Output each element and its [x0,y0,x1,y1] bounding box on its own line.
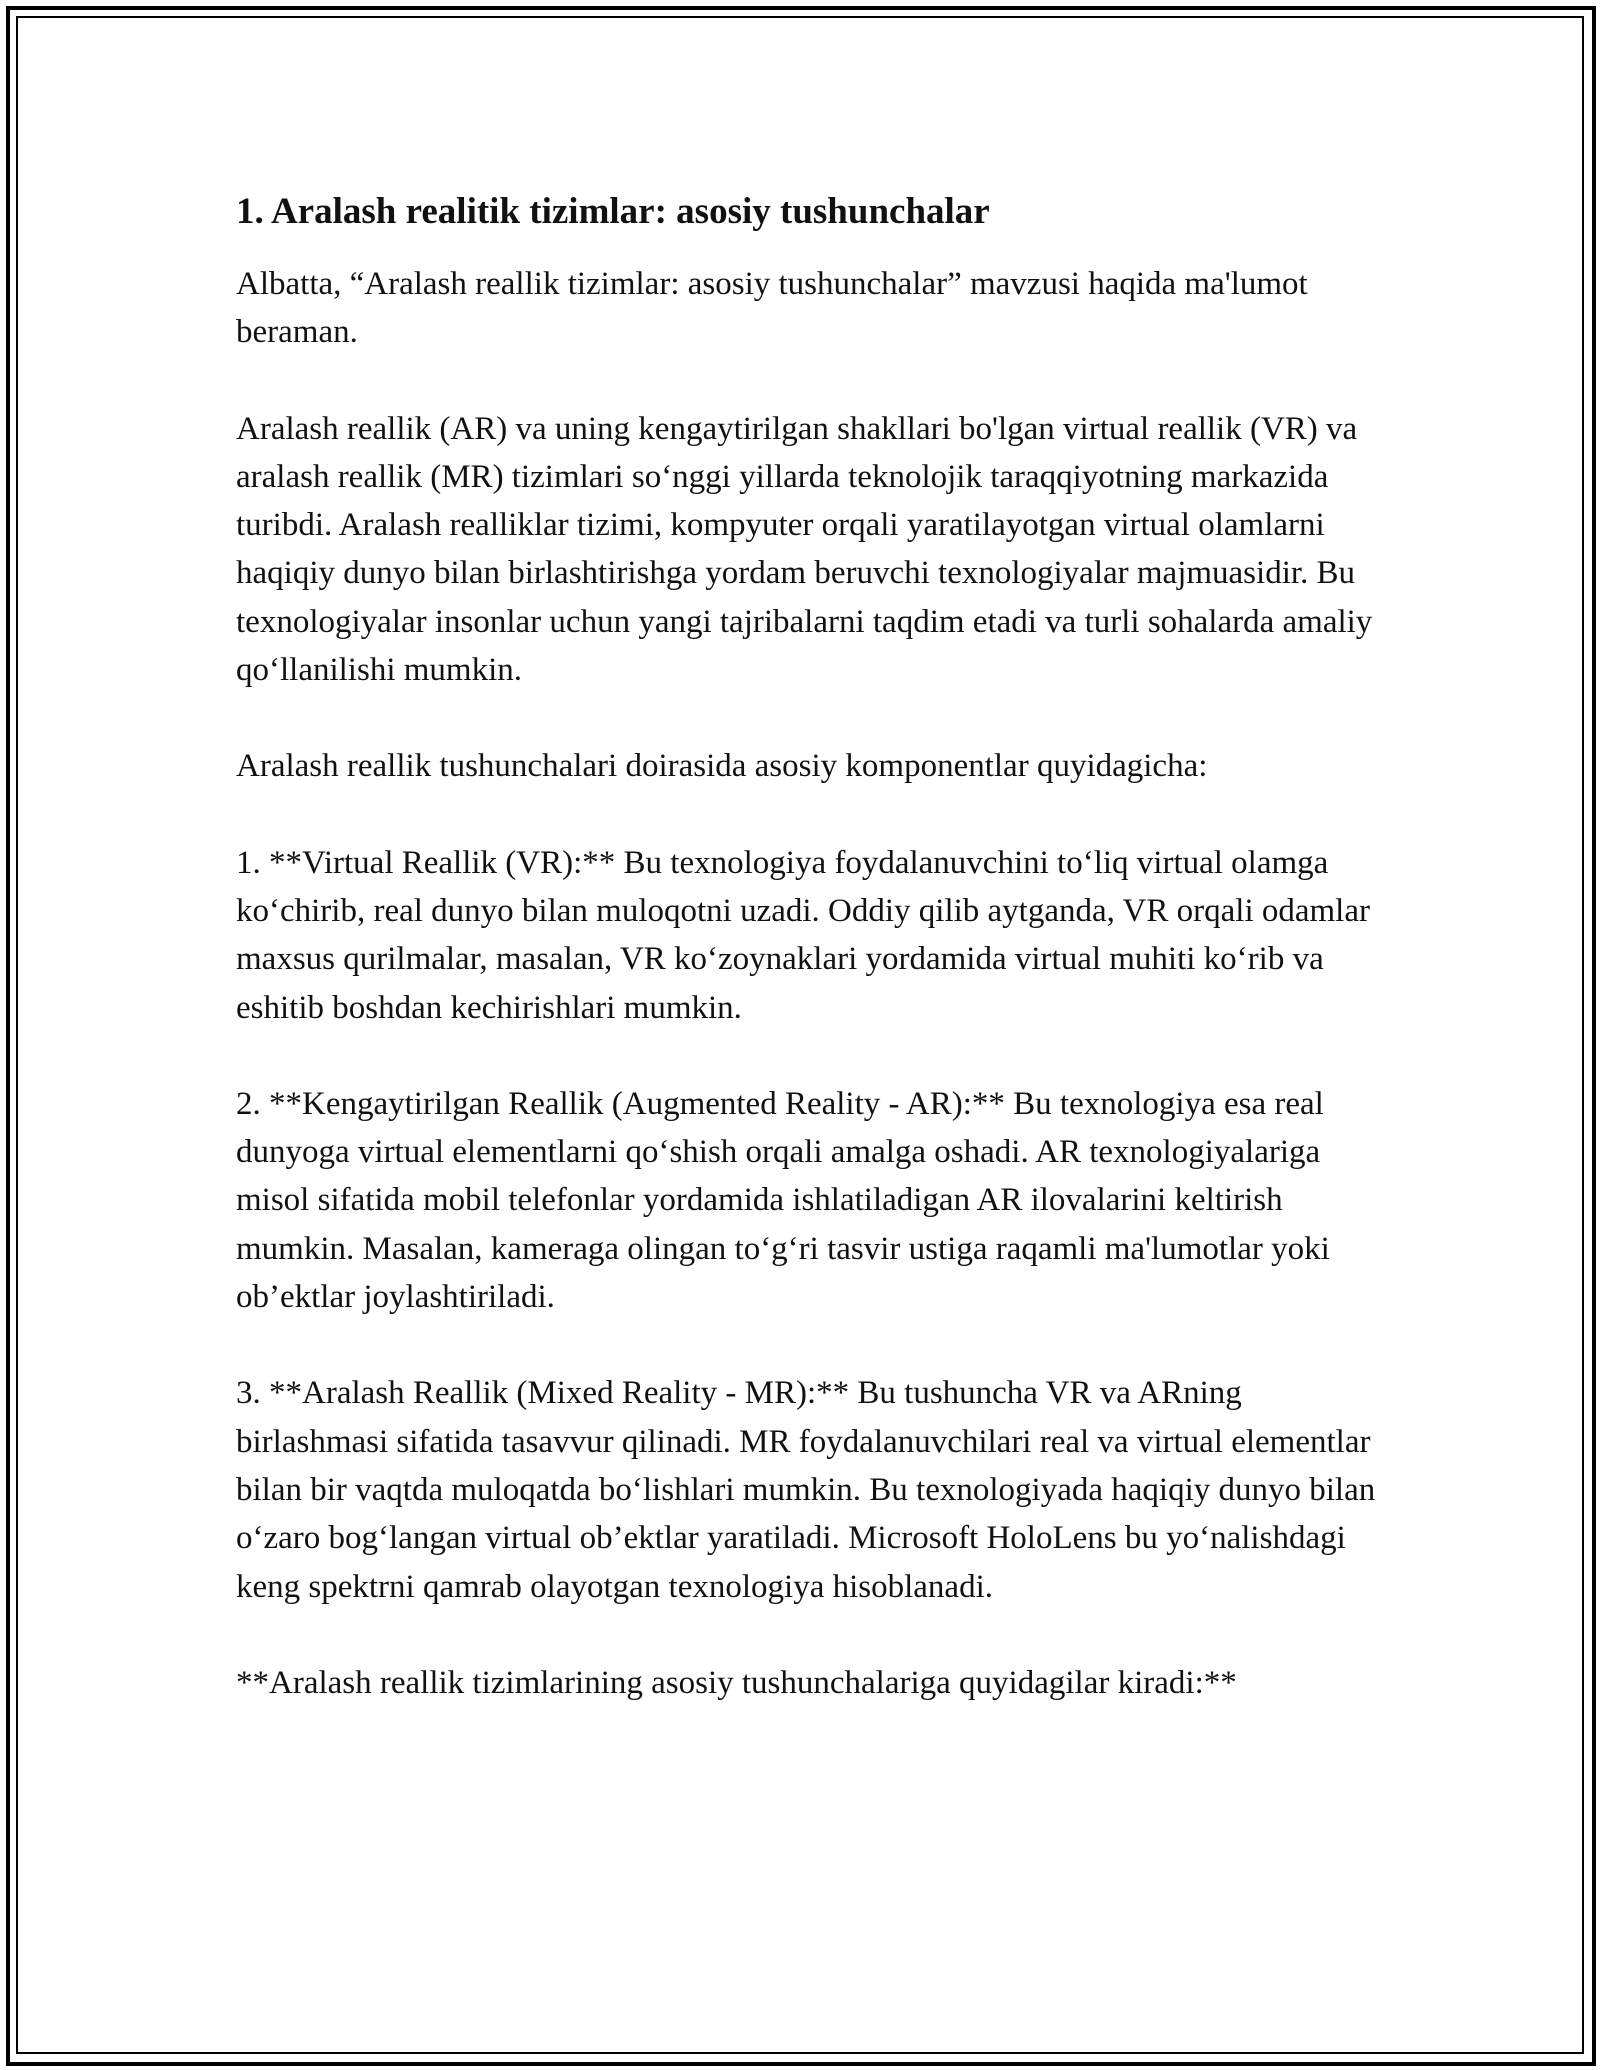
paragraph-ar: 2. **Kengaytirilgan Reallik (Augmented Reality - AR):** Bu texnologiya esa real dunyoga virtual elementlarni qo‘shish orqali amalga oshadi. AR texnologiyalariga misol sifatida mobil telefonlar yordamida ishlatiladigan AR ilovalarini keltirish mumkin. Masalan, kameraga olingan to‘g‘ri tasvir ustiga raqamli ma'lumotlar yoki ob’ektlar joylashtiriladi. [236,1085,1330,1316]
paragraph-mr: 3. **Aralash Reallik (Mixed Reality - MR):** Bu tushuncha VR va ARning birlashmasi sifatida tasavvur qilinadi. MR foydalanuvchilari real va virtual elementlar bilan bir vaqtda muloqatda bo‘lishlari mumkin. Bu texnologiyada haqiqiy dunyo bilan o‘zaro bog‘langan virtual ob’ektlar yaratiladi. Microsoft HoloLens bu yo‘nalishdagi keng spektrni qamrab olayotgan texnologiya hisoblanadi. [236,1375,1376,1605]
document-title: 1. Aralash realitik tizimlar: asosiy tushunchalar [236,191,990,232]
paragraph-key-concepts: **Aralash reallik tizimlarining asosiy tushunchalariga quyidagilar kiradi:** [236,1664,1237,1701]
paragraph-overview: Aralash reallik (AR) va uning kengaytirilgan shakllari bo'lgan virtual reallik (VR) va aralash reallik (MR) tizimlari so‘nggi yillarda teknolojik taraqqiyotning markazida turibdi. Aralash realliklar tizimi, kompyuter orqali yaratilayotgan virtual olamlarni haqiqiy dunyo bilan birlashtirishga yordam beruvchi texnologiyalar majmuasidir. Bu texnologiyalar insonlar uchun yangi tajribalarni taqdim etadi va turli sohalarda amaliy qo‘llanilishi mumkin. [236,410,1373,689]
paragraph-intro: Albatta, “Aralash reallik tizimlar: asosiy tushunchalar” mavzusi haqida ma'lumot beraman. [236,266,1308,351]
paragraph-components-intro: Aralash reallik tushunchalari doirasida asosiy komponentlar quyidagicha: [236,748,1208,785]
document-body [236,186,1386,1707]
paragraph-vr: 1. **Virtual Reallik (VR):** Bu texnologiya foydalanuvchini to‘liq virtual olamga ko‘chirib, real dunyo bilan muloqotni uzadi. Oddiy qilib aytganda, VR orqali odamlar maxsus qurilmalar, masalan, VR ko‘zoynaklari yordamida virtual muhiti ko‘rib va eshitib boshdan kechirishlari mumkin. [236,844,1370,1026]
